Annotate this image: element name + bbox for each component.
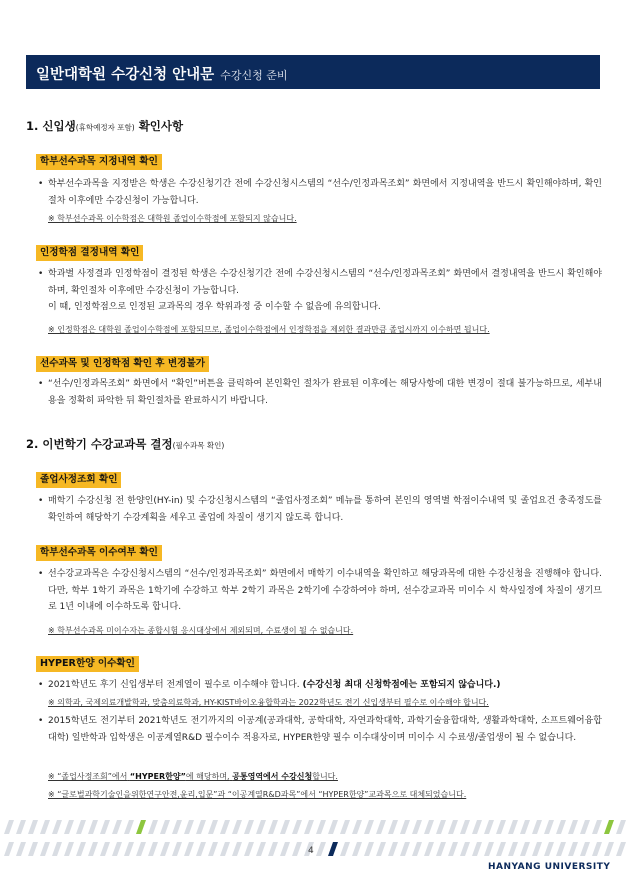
bullet-prereq-completion <box>38 566 602 616</box>
note-recognized-credit: ※ 인정학점은 대학원 졸업이수학점에 포함되므로, 졸업이수학점에서 인정학점을 제외한 결과만큼 졸업시까지 이수하면 됩니다. <box>48 325 490 334</box>
note-part-c: 에 해당하며, <box>185 772 230 781</box>
section2-number: 2. <box>26 437 39 451</box>
bullet-text: 학과별 사정결과 인정학점이 결정된 학생은 수강신청기간 전에 수강신청시스템의 “선수/인정과목조회” 화면에서 결정내역을 반드시 확인해야하며, 확인절차 이후에만 수강신청이 가능합니다. <box>48 269 602 296</box>
stripe-mark <box>520 820 530 834</box>
stripe-mark <box>400 820 410 834</box>
stripe-mark <box>532 842 542 856</box>
stripe-mark <box>376 842 386 856</box>
bullet-no-change <box>38 376 602 409</box>
stripe-mark <box>424 820 434 834</box>
stripe-mark <box>40 842 50 856</box>
stripe-mark <box>40 820 50 834</box>
stripe-mark <box>352 842 362 856</box>
stripe-mark <box>472 842 482 856</box>
bullet-text: 매학기 수강신청 전 한양인(HY-in) 및 수강신청시스템의 “졸업사정조회” 메뉴를 통하여 본인의 영역별 학점이수내역 및 졸업요건 충족정도를 확인하여 해당학기 수강계획을 세우고 졸업에 차질이 생기지 않도록 합니다. <box>48 496 602 523</box>
bullet-text-a: 2021학년도 후기 신입생부터 전계열이 필수로 이수해야 합니다. <box>48 680 300 690</box>
note-hyper-replacement: ※ “글로벌과학기술인을위한연구안전,윤리,입문”과 “이공계열R&D과목”에서 “HYPER한양”교과목으로 대체되었습니다. <box>48 790 467 799</box>
stripe-mark <box>508 820 518 834</box>
stripe-mark <box>148 842 158 856</box>
section1-title-a: 신입생 <box>42 119 76 133</box>
stripe-mark <box>268 820 278 834</box>
bullet-text: 학부선수과목을 지정받은 학생은 수강신청기간 전에 수강신청시스템의 “선수/인정과목조회” 화면에서 지정내역을 반드시 확인해야하며, 확인절차 이후에만 수강신청이 가능합니다. <box>48 179 602 206</box>
stripe-mark <box>328 820 338 834</box>
stripe-mark <box>160 842 170 856</box>
stripe-mark <box>436 842 446 856</box>
stripe-mark <box>136 842 146 856</box>
section1-heading <box>26 118 183 134</box>
stripe-mark <box>76 842 86 856</box>
stripe-mark <box>496 842 506 856</box>
stripe-mark <box>580 820 590 834</box>
stripe-mark <box>484 820 494 834</box>
stripe-mark <box>160 820 170 834</box>
stripe-mark <box>472 820 482 834</box>
stripe-mark <box>580 842 590 856</box>
bullet-hyper-2021 <box>38 677 602 694</box>
stripe-mark <box>268 842 278 856</box>
stripe-mark <box>184 842 194 856</box>
bullet-dot: • <box>38 716 44 726</box>
stripe-mark <box>88 820 98 834</box>
stripe-mark <box>220 842 230 856</box>
bullet-text: “선수/인정과목조회” 화면에서 “확인”버튼을 클릭하여 본인확인 절차가 완료된 이후에는 해당사항에 대한 변경이 절대 불가능하므로, 세부내용을 정확히 파악한 뒤 확인절차를 완료하시기 바랍니다. <box>48 379 602 406</box>
note-part-a: ※ “졸업사정조회”에서 <box>48 772 128 781</box>
bullet-dot: • <box>38 569 44 579</box>
stripe-mark <box>124 842 134 856</box>
tag-graduation-check: 졸업사정조회 확인 <box>36 472 121 488</box>
stripe-mark <box>532 820 542 834</box>
stripe-mark <box>220 820 230 834</box>
stripe-mark <box>88 842 98 856</box>
stripe-mark <box>568 820 578 834</box>
stripe-mark <box>460 842 470 856</box>
bullet-text <box>38 677 602 694</box>
stripe-mark <box>148 820 158 834</box>
note-prereq-credit: ※ 학부선수과목 이수학점은 대학원 졸업이수학점에 포함되지 않습니다. <box>48 214 297 223</box>
stripe-mark <box>100 820 110 834</box>
stripe-mark <box>328 842 338 856</box>
stripe-mark <box>544 820 554 834</box>
bullet-dot: • <box>38 179 44 189</box>
bullet-text-extra: 이 때, 인정학점으로 인정된 교과목의 경우 학위과정 중 이수할 수 없음에 유의합니다. <box>48 302 381 312</box>
stripe-mark <box>244 842 254 856</box>
stripe-mark <box>184 820 194 834</box>
stripe-mark <box>172 820 182 834</box>
note-part-b: “HYPER한양” <box>129 772 186 781</box>
bullet-prereq-designation <box>38 176 602 209</box>
stripe-mark <box>136 820 146 834</box>
stripe-mark <box>208 820 218 834</box>
section1-title-small: (휴학예정자 포함) <box>75 123 135 132</box>
stripe-mark <box>64 842 74 856</box>
section2-title: 이번학기 수강교과목 결정 <box>42 437 173 451</box>
stripe-mark <box>100 842 110 856</box>
stripe-mark <box>592 842 602 856</box>
stripe-mark <box>460 820 470 834</box>
stripe-mark <box>232 842 242 856</box>
stripe-mark <box>448 842 458 856</box>
stripe-mark <box>112 820 122 834</box>
stripe-mark <box>388 842 398 856</box>
bullet-text: 2015학년도 전기부터 2021학년도 전기까지의 이공계(공과대학, 공학대학, 자연과학대학, 과학기술융합대학, 생활과학대학, 소프트웨어융합대학) 일반학과 입학생은 이공계열R&D 필수이수 적용자로, HYPER한양 필수 이수대상이며 미이수 시 수료생/졸업생이 될 수 없습니다. <box>48 716 602 743</box>
stripe-mark <box>568 842 578 856</box>
stripe-mark <box>76 820 86 834</box>
stripe-mark <box>16 842 26 856</box>
stripe-mark <box>208 842 218 856</box>
header-bar <box>26 55 600 89</box>
stripe-mark <box>340 820 350 834</box>
stripe-mark <box>352 820 362 834</box>
stripe-mark <box>412 842 422 856</box>
header-subtitle: 수강신청 준비 <box>220 69 288 82</box>
note-part-d: 공통영역에서 수강신청 <box>232 772 313 781</box>
bullet-recognized-credit <box>38 266 602 316</box>
stripe-mark <box>400 842 410 856</box>
stripe-mark <box>556 820 566 834</box>
stripe-mark <box>376 820 386 834</box>
stripe-mark <box>52 820 62 834</box>
university-logo: HANYANG UNIVERSITY <box>488 862 611 872</box>
stripe-mark <box>316 820 326 834</box>
stripe-mark <box>304 820 314 834</box>
section1-number: 1. <box>26 119 39 133</box>
stripe-mark <box>112 842 122 856</box>
note-hyper-medical: ※ 의학과, 국제의료개발학과, 맞춤의료학과, HY-KIST바이오융합학과는 2022학년도 전기 신입생부터 필수로 이수해야 합니다. <box>48 698 489 707</box>
bullet-dot: • <box>38 680 44 690</box>
stripe-mark <box>412 820 422 834</box>
section1-title-b: 확인사항 <box>138 119 184 133</box>
note-hyper-graduation <box>48 771 338 782</box>
footer-stripe-top <box>0 820 627 834</box>
stripe-mark <box>592 820 602 834</box>
bullet-graduation-check <box>38 493 602 526</box>
stripe-mark <box>616 820 626 834</box>
tag-hyper-hanyang: HYPER한양 이수확인 <box>36 656 139 672</box>
stripe-mark <box>172 842 182 856</box>
note-prereq-completion: ※ 학부선수과목 미이수자는 종합시험 응시대상에서 제외되며, 수료생이 될 수 없습니다. <box>48 626 354 635</box>
header-title-text: 일반대학원 수강신청 안내문 <box>36 67 215 83</box>
stripe-mark <box>64 820 74 834</box>
stripe-mark <box>556 842 566 856</box>
stripe-mark <box>436 820 446 834</box>
tag-prereq-designation: 학부선수과목 지정내역 확인 <box>36 154 162 170</box>
stripe-mark <box>520 842 530 856</box>
page-number: 4 <box>308 846 314 856</box>
stripe-mark <box>544 842 554 856</box>
stripe-mark <box>280 842 290 856</box>
stripe-mark <box>28 842 38 856</box>
stripe-mark <box>52 842 62 856</box>
stripe-mark <box>364 842 374 856</box>
stripe-mark <box>364 820 374 834</box>
stripe-mark <box>16 820 26 834</box>
stripe-mark <box>4 842 14 856</box>
stripe-mark <box>124 820 134 834</box>
stripe-mark <box>28 820 38 834</box>
stripe-mark <box>280 820 290 834</box>
stripe-mark <box>232 820 242 834</box>
stripe-mark <box>244 820 254 834</box>
page-title <box>36 63 287 84</box>
stripe-mark <box>448 820 458 834</box>
stripe-mark <box>388 820 398 834</box>
bullet-dot: • <box>38 379 44 389</box>
stripe-mark <box>484 842 494 856</box>
section2-heading <box>26 436 224 452</box>
stripe-mark <box>292 820 302 834</box>
stripe-mark <box>424 842 434 856</box>
bullet-text: 선수강교과목은 수강신청시스템의 “선수/인정과목조회” 화면에서 매학기 이수내역을 확인하고 해당과목에 대한 수강신청을 진행해야 합니다. 다만, 학부 1학기 과목은 1학기에 수강하고 학부 2학기 과목은 2학기에 수강하여야 하며, 선수강교과목 미이수 시 학사일정에 차질이 생기므로 1년 이내에 이수하도록 합니다. <box>48 569 602 612</box>
stripe-mark <box>292 842 302 856</box>
bullet-dot: • <box>38 269 44 279</box>
stripe-mark <box>340 842 350 856</box>
section2-title-small: (필수과목 확인) <box>172 441 225 450</box>
stripe-mark <box>604 842 614 856</box>
stripe-mark <box>496 820 506 834</box>
bullet-dot: • <box>38 496 44 506</box>
stripe-mark <box>4 820 14 834</box>
stripe-mark <box>256 820 266 834</box>
stripe-mark <box>256 842 266 856</box>
tag-recognized-credit: 인정학점 결정내역 확인 <box>36 245 143 261</box>
stripe-mark <box>196 842 206 856</box>
stripe-mark <box>604 820 614 834</box>
tag-no-change: 선수과목 및 인정학점 확인 후 변경불가 <box>36 356 209 372</box>
stripe-mark <box>316 842 326 856</box>
note-part-e: 합니다. <box>312 772 338 781</box>
stripe-mark <box>616 842 626 856</box>
tag-prereq-completion: 학부선수과목 이수여부 확인 <box>36 545 162 561</box>
stripe-mark <box>196 820 206 834</box>
bullet-hyper-2015 <box>38 713 602 746</box>
stripe-mark <box>508 842 518 856</box>
bullet-text-bold: (수강신청 최대 신청학점에는 포함되지 않습니다.) <box>302 680 501 690</box>
